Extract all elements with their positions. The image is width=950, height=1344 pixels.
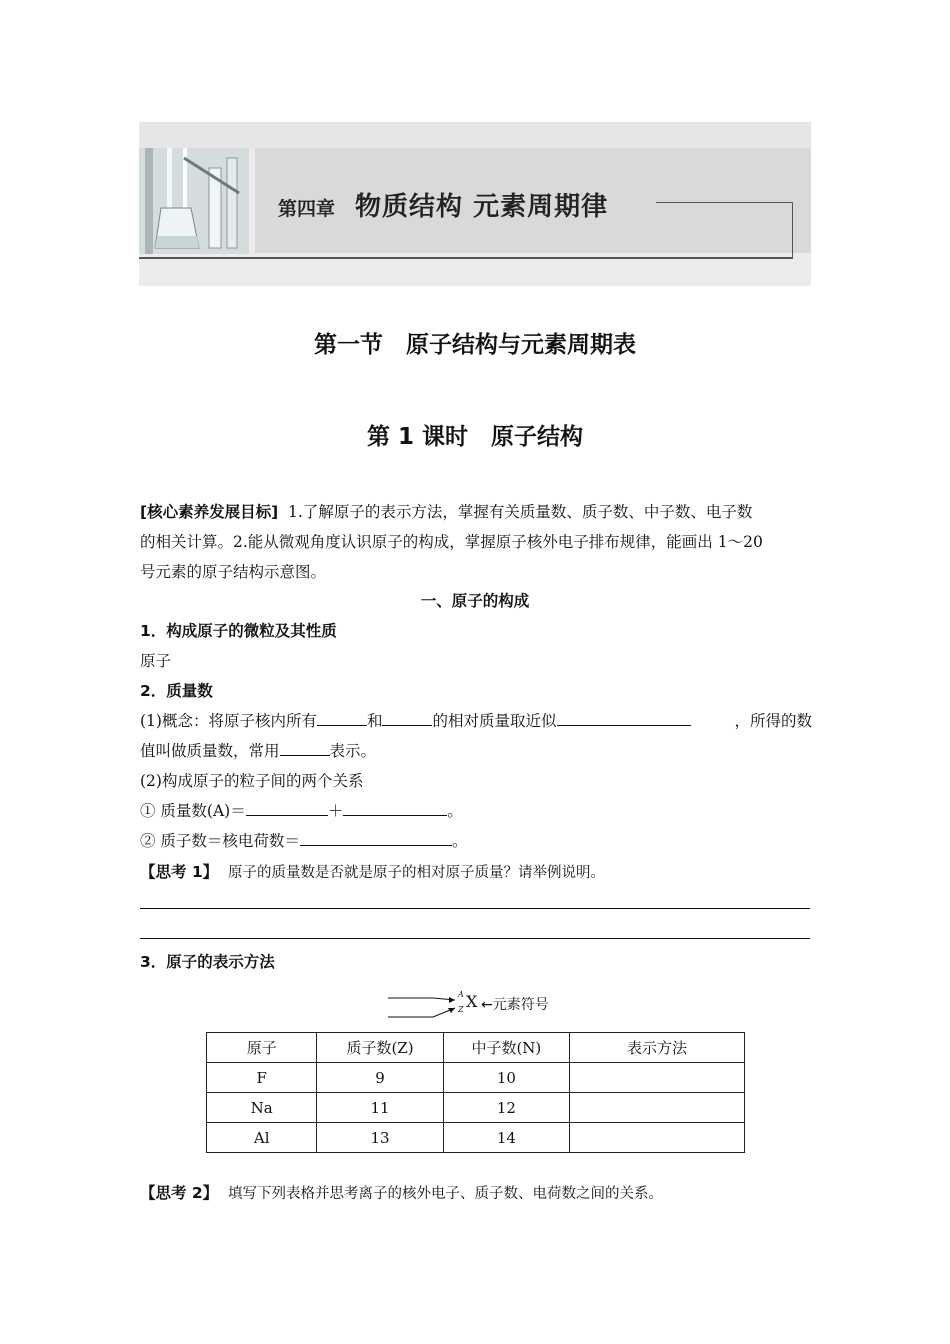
think1 [140,857,812,888]
concept-text-e: 值叫做质量数，常用 [140,742,280,760]
answer-blank[interactable] [300,827,452,846]
answer-blank[interactable] [343,797,447,816]
core-goals [140,497,812,587]
banner-baseline [139,257,793,259]
relation1-plus: ＋ [327,802,344,820]
banner-rule [656,202,792,203]
table-header-cell: 中子数(N) [443,1033,569,1063]
relation2-text-a: ② 质子数＝核电荷数＝ [140,832,300,850]
think2-label: 【思考 2】 [140,1184,219,1202]
table-cell: Al [207,1123,317,1153]
relation1-text-a: ① 质量数(A)＝ [140,802,246,820]
think1-text: 原子的质量数是否就是原子的相对原子质量？请举例说明。 [228,865,606,881]
think1-label: 【思考 1】 [140,863,219,881]
atom-notation-table [206,1032,745,1153]
relation-1 [140,796,812,826]
concept-text-b: 和 [366,712,383,730]
table-cell: 9 [317,1063,443,1093]
banner-top-strip [139,122,811,148]
table-header-cell: 原子 [207,1033,317,1063]
chapter-number: 第四章 [278,198,336,220]
table-row [207,1123,745,1153]
table-header-cell: 表示方法 [570,1033,745,1063]
item1 [140,616,812,856]
banner-rule-vertical [792,202,793,258]
goals-label: [核心素养发展目标] [140,503,279,521]
table-cell: 11 [317,1093,443,1123]
concept-text-c: 的相对质量取近似 [432,712,557,730]
element-symbol-caption: ←元素符号 [481,997,549,1013]
mass-number-concept [140,706,812,736]
banner-lab-glassware-image [139,148,249,254]
concept-text-f: 表示。 [329,742,377,760]
answer-blank[interactable] [382,707,432,726]
table-row [207,1093,745,1123]
chapter-heading [278,186,608,220]
concept-text-a: (1)概念：将原子核内所有 [140,712,317,730]
answer-blank[interactable] [557,707,691,726]
atomic-number-z: Z [458,1005,464,1014]
think2-text: 填写下列表格并思考离子的核外电子、质子数、电荷数之间的关系。 [228,1186,664,1202]
table-cell: 14 [443,1123,569,1153]
concept-text-d: ，所得的数 [734,712,812,730]
relations-title: (2)构成原子的粒子间的两个关系 [140,772,364,790]
relation1-end: 。 [447,802,463,820]
item3-title: 3．原子的表示方法 [140,953,275,971]
table-header-row [207,1033,745,1063]
table-answer-cell[interactable] [570,1123,745,1153]
table-answer-cell[interactable] [570,1093,745,1123]
table-header-cell: 质子数(Z) [317,1033,443,1063]
answer-blank[interactable] [317,707,367,726]
table-row [207,1063,745,1093]
table-cell: 10 [443,1063,569,1093]
answer-line[interactable] [140,938,810,939]
table-cell: Na [207,1093,317,1123]
goals-line1: 1.了解原子的表示方法，掌握有关质量数、质子数、中子数、电子数 [288,503,753,521]
think2 [140,1178,812,1209]
item2-title: 2．质量数 [140,682,213,700]
table-cell: F [207,1063,317,1093]
goals-line2: 的相关计算。2.能从微观角度认识原子的构成，掌握原子核外电子排布规律，能画出 1～20 [140,533,763,551]
part1-heading: 一、原子的构成 [420,592,530,610]
answer-line[interactable] [140,908,810,909]
mass-number-concept-line2 [140,736,812,766]
table-cell: 13 [317,1123,443,1153]
item1-title: 1．构成原子的微粒及其性质 [140,622,337,640]
section-title: 第一节 原子结构与元素周期表 [314,332,636,358]
answer-blank[interactable] [280,737,330,756]
nuclide-symbol-diagram [385,990,585,1024]
mass-number-a: A [458,990,464,999]
table-cell: 12 [443,1093,569,1123]
relation-2 [140,826,812,856]
item1-text: 原子 [140,652,172,670]
element-symbol-x: X [466,992,478,1011]
chapter-name: 物质结构 元素周期律 [355,192,609,222]
lesson-title: 第 1 课时 原子结构 [366,424,584,450]
table-answer-cell[interactable] [570,1063,745,1093]
relation2-end: 。 [451,832,468,850]
goals-line3: 号元素的原子结构示意图。 [140,563,327,581]
answer-blank[interactable] [246,797,328,816]
